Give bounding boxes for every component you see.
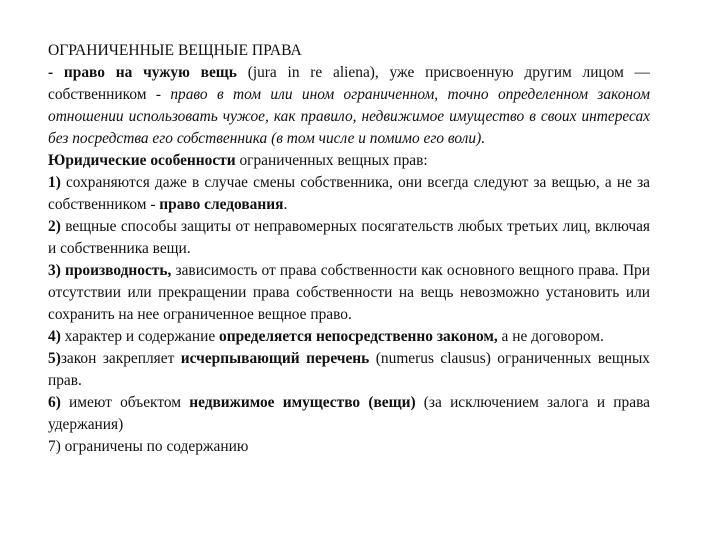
item-emphasis: право следования: [159, 196, 284, 213]
subheading: [48, 150, 650, 172]
subheading-rest: ограниченных вещных прав:: [235, 152, 428, 169]
definition-lead: - право на чужую вещь: [48, 64, 237, 81]
list-item-2: [48, 216, 650, 260]
definition-paragraph: [48, 62, 650, 150]
item-text: имеют объектом: [60, 394, 190, 411]
list-item-4: [48, 326, 650, 348]
list-item-1: [48, 172, 650, 216]
definition-latin: (jura in re aliena), уже присвоенную другим лицом — собственником: [48, 64, 650, 103]
item-text: зависимость от права собственности как основного вещного права. При отсутствии или прекращении права собственности на вещь невозможно установить или сохранить на нее ограниченное вещное право.: [48, 262, 650, 323]
list-item-7: [48, 436, 650, 458]
item-number: 1): [48, 174, 61, 191]
item-text: закон закрепляет: [60, 350, 181, 367]
list-item-5: [48, 348, 650, 392]
item-number: 4): [48, 328, 61, 345]
item-number: 7): [48, 438, 61, 455]
list-item-6: [48, 392, 650, 436]
page-title: [48, 40, 650, 62]
item-end: (numerus clausus) ограниченных вещных прав.: [48, 350, 650, 389]
item-number: 5): [48, 350, 61, 367]
item-end: .: [283, 196, 288, 213]
item-emphasis: исчерпывающий перечень: [180, 350, 370, 367]
item-number: 2): [48, 218, 61, 235]
item-number: 6): [48, 394, 61, 411]
item-end: а не договором.: [497, 328, 604, 345]
subheading-bold: Юридические особенности: [48, 152, 236, 169]
item-text: сохраняются даже в случае смены собственника, они всегда следуют за вещью, а не за собственником -: [48, 174, 650, 213]
document-body: [48, 40, 650, 458]
title-text: ОГРАНИЧЕННЫЕ ВЕЩНЫЕ ПРАВА: [48, 42, 302, 59]
item-number: 3): [48, 262, 61, 279]
item-emphasis: производность,: [60, 262, 172, 279]
item-emphasis: определяется непосредственно законом,: [219, 328, 498, 345]
list-item-3: [48, 260, 650, 326]
item-emphasis: недвижимое имущество (вещи): [189, 394, 416, 411]
item-text: характер и содержание: [60, 328, 220, 345]
item-end: (за исключением залога и права удержания): [48, 394, 650, 433]
item-text: вещные способы защиты от неправомерных посягательств любых третьих лиц, включая и собственника вещи.: [48, 218, 650, 257]
definition-italic: - право в том или ином ограниченном, точно определенном законом отношении использовать чужое, как правило, недвижимое имущество в своих интересах без посредства его собственника (в том числе и помимо его воли).: [48, 86, 650, 147]
item-text: ограничены по содержанию: [60, 438, 249, 455]
